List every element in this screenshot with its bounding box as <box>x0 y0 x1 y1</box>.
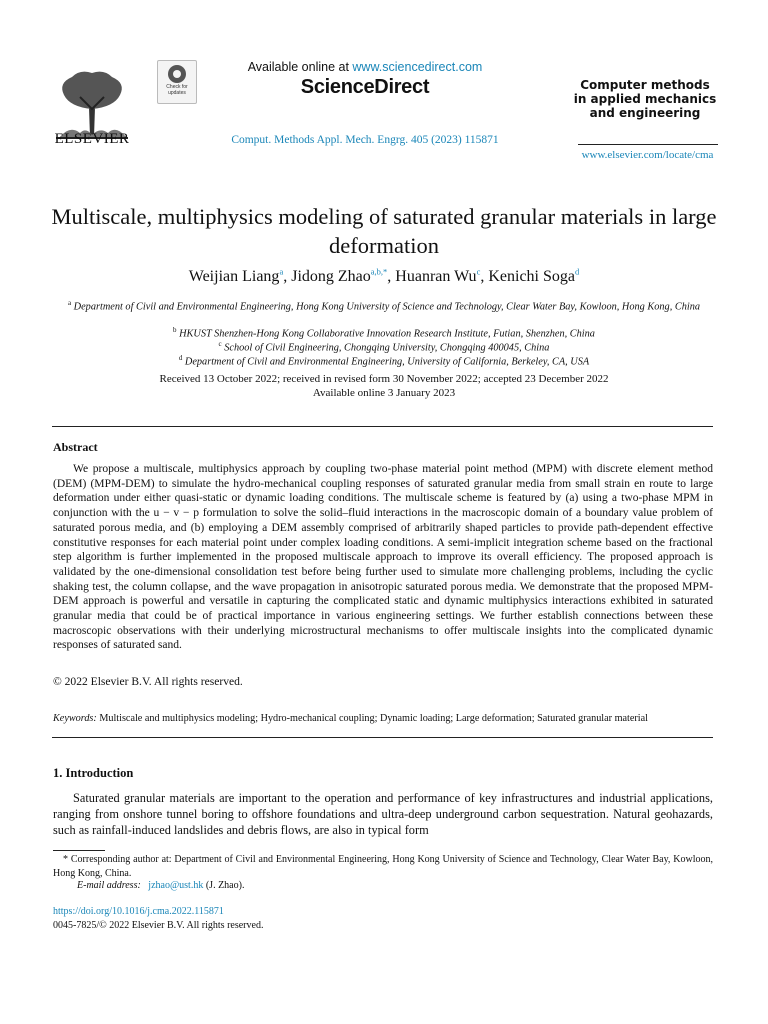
journal-divider <box>578 144 718 145</box>
email-label: E-mail address: <box>77 880 141 891</box>
author-3[interactable]: Huanran Wu$^c$, <box>395 267 489 286</box>
available-online-line <box>230 60 500 74</box>
doi-link[interactable]: https://doi.org/10.1016/j.cma.2022.115871 <box>53 906 224 917</box>
check-for-updates-badge[interactable] <box>157 60 197 104</box>
publisher-name: ELSEVIER <box>54 131 130 147</box>
affiliation-b: $^b$ HKUST Shenzhen-Hong Kong Collaborative Innovation Research Institute, Futian, Shenzhen, China <box>173 326 595 340</box>
sciencedirect-wordmark: ScienceDirect <box>300 76 430 98</box>
section-heading-introduction: 1. Introduction <box>53 766 134 780</box>
abstract-top-rule <box>52 426 713 427</box>
journal-citation[interactable]: Comput. Methods Appl. Mech. Engrg. 405 (2023) 115871 <box>231 134 499 146</box>
journal-title: Computer methods in applied mechanics and engineering <box>573 78 717 120</box>
paper-title: Multiscale, multiphysics modeling of saturated granular materials in large deformation <box>51 204 717 258</box>
email-link[interactable]: jzhao@ust.hk <box>148 880 204 891</box>
footnote-rule <box>53 850 105 851</box>
author-1[interactable]: Weijian Liang$^a$, <box>188 267 292 286</box>
abstract-body: We propose a multiscale, multiphysics approach by coupling two-phase material point method (MPM) with discrete element method (DEM) (MPM-DEM) to simulate the hydro-mechanical coupling responses of saturated granular media from small strain en route to large deformation under either quasi-static or dynamic loading conditions. The multiscale scheme is featured by (a) using a two-phase MPM in conjunction with the u − v − p formulation to solve the solid–fluid interactions in the macroscopic domain of a boundary value problem of saturated porous media, and (b) employing a DEM assembly comprised of arbitrarily shaped particles to provide path-dependent effective constitutive responses for each material point under complex loading conditions. A semi-implicit integration scheme based on the fractional step algorithm is further implemented in the proposed multiscale approach to improve its overall efficiency. The proposed approach is validated by the one-dimensional consolidation test before being further used to simulate more challenging problems, including the cyclic shaking test, the column collapse, and the wave propagation in anisotropic saturated porous media. We demonstrate that the proposed MPM-DEM approach is powerful and versatile in capturing the complicated static and dynamic multiphysics interactions exhibited in saturated granular media that could be of practical importance in various engineering settings. We further establish connections between these macroscopic observations with their underlying microstructural mechanisms to offer multiscale insights into the complicated dynamic responses of saturated sand. <box>53 463 713 652</box>
sciencedirect-link[interactable]: www.sciencedirect.com <box>352 60 483 74</box>
email-suffix: (J. Zhao). <box>205 880 245 891</box>
keywords <box>53 713 718 724</box>
keywords-label: Keywords: <box>53 713 97 724</box>
abstract-bottom-rule <box>52 737 713 738</box>
abstract-heading: Abstract <box>53 440 98 454</box>
available-online-prefix: Available online at <box>247 60 353 74</box>
affiliation-a: $^a$ Department of Civil and Environmental Engineering, Hong Kong University of Science and Technology, Clear Water Bay, Kowloon, Hong Kong, China <box>67 299 701 313</box>
keywords-text: Multiscale and multiphysics modeling; Hydro-mechanical coupling; Dynamic loading; Large deformation; Saturated granular material <box>99 713 648 724</box>
abstract-copyright: © 2022 Elsevier B.V. All rights reserved. <box>53 676 243 688</box>
affiliation-c: $^c$ School of Civil Engineering, Chongqing University, Chongqing 400045, China <box>218 340 550 354</box>
author-4[interactable]: Kenichi Soga$^d$ <box>488 267 580 286</box>
corresponding-author-footnote: * Corresponding author at: Department of Civil and Environmental Engineering, Hong Kong University of Science and Technology, Clear Water Bay, Kowloon, Hong Kong, China. <box>53 854 713 879</box>
email-footnote <box>77 880 244 891</box>
article-dates <box>50 373 718 400</box>
journal-url-link[interactable]: www.elsevier.com/locate/cma <box>581 149 714 161</box>
introduction-paragraph: Saturated granular materials are important to the operation and performance of key infrastructures and industrial applications, ranging from onshore tunnel boring to offshore foundations and ultra-deep underground carbon sequestration. Natural geohazards, such as rainfall-induced landslides and debris flows, are also in typical form <box>53 791 713 837</box>
author-2[interactable]: Jidong Zhao$^{a,b,*}$, <box>291 267 396 286</box>
issn-copyright: 0045-7825/© 2022 Elsevier B.V. All rights reserved. <box>53 920 264 931</box>
affiliation-d: $^d$ Department of Civil and Environmental Engineering, University of California, Berkeley, CA, USA <box>178 354 590 368</box>
author-list <box>40 267 728 286</box>
received-dates: Received 13 October 2022; received in revised form 30 November 2022; accepted 23 December 2022 <box>159 373 609 385</box>
check-updates-icon <box>168 65 186 83</box>
available-online-date: Available online 3 January 2023 <box>312 386 456 399</box>
check-updates-label: Check for updates <box>166 84 188 96</box>
